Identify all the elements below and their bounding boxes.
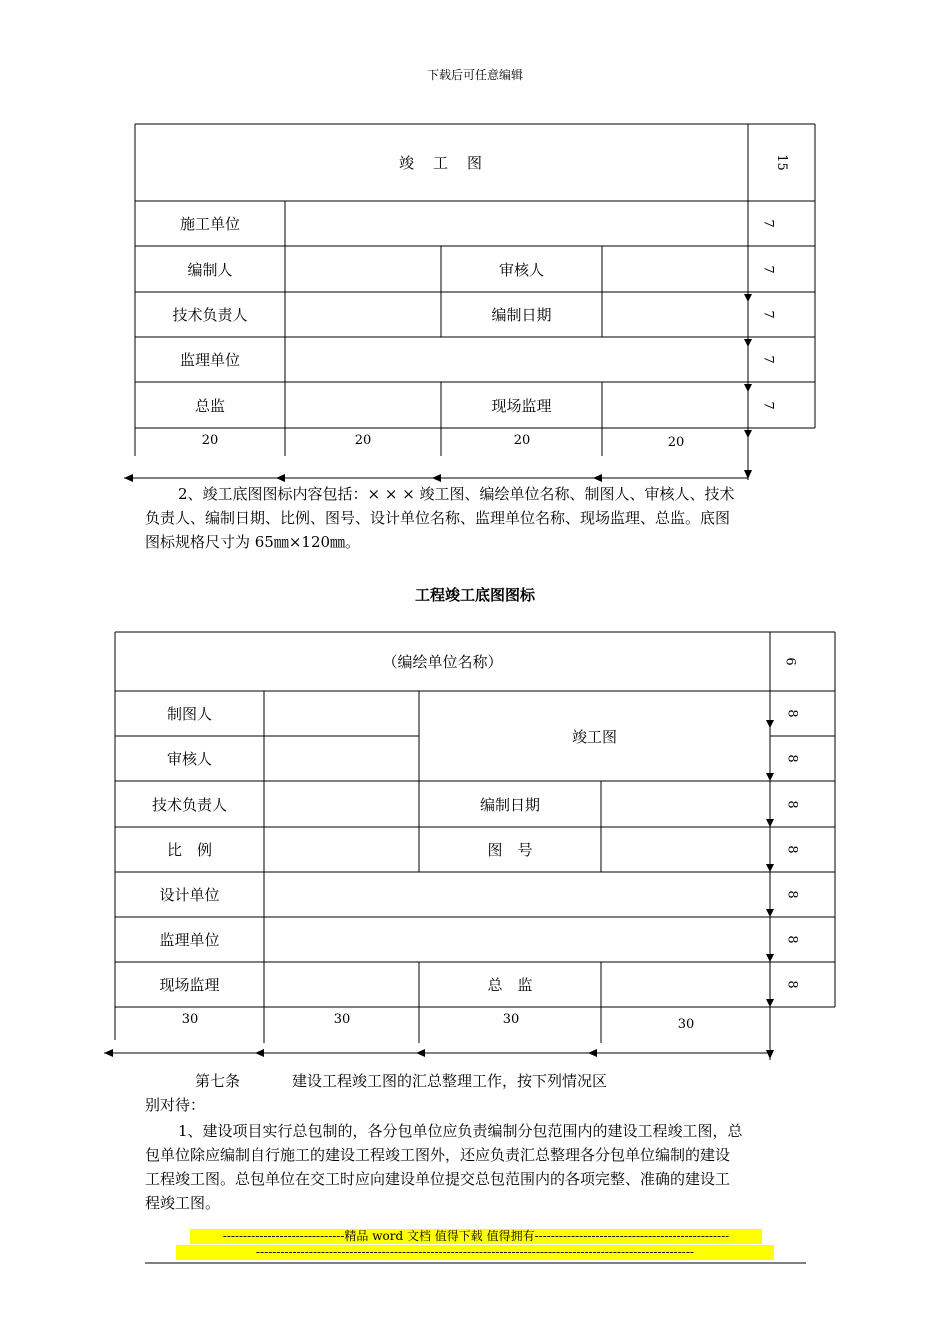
t2-label-reviewer: 审核人 — [166, 750, 212, 768]
t1-row-height: 7 — [760, 219, 776, 228]
para2-line3: 工程竣工图。总包单位在交工时应向建设单位提交总包范围内的各项完整、准确的建设工 — [145, 1170, 731, 1188]
footer-banner: ------------------------------精品 word 文档 值得下载 值得拥有------------------------------------------------ — [190, 1229, 762, 1244]
t1-row-height: 7 — [760, 355, 776, 364]
t1-col-width: 20 — [354, 433, 372, 448]
t1-label-supervision-unit: 监理单位 — [179, 351, 240, 369]
t2-label-chief-supervisor: 总 监 — [487, 976, 533, 994]
t2-label-scale: 比 例 — [166, 841, 212, 859]
t2-merged-title: 竣工图 — [571, 727, 617, 746]
t1-label-tech-lead: 技术负责人 — [172, 306, 248, 324]
para2-line4: 程竣工图。 — [145, 1194, 221, 1212]
t2-row-height: 8 — [784, 890, 800, 899]
t1-row-height: 7 — [760, 310, 776, 319]
t1-col-width: 20 — [201, 433, 219, 448]
t1-col-width: 20 — [513, 433, 531, 448]
t2-row-height: 8 — [784, 799, 800, 809]
t1-row-height: 7 — [760, 264, 776, 274]
t1-label-construction-unit: 施工单位 — [179, 215, 240, 233]
t2-label-site-supervisor: 现场监理 — [159, 976, 220, 994]
page-header: 下载后可任意编辑 — [426, 68, 523, 82]
t2-row-height: 8 — [784, 754, 800, 763]
t2-label-design-unit: 设计单位 — [159, 886, 220, 904]
t2-col-width: 30 — [677, 1017, 695, 1032]
t2-row-height: 8 — [784, 845, 800, 854]
t1-label-compiler: 编制人 — [187, 260, 233, 279]
article-continuation: 别对待： — [145, 1096, 206, 1114]
t2-label-date: 编制日期 — [479, 795, 540, 814]
t2-label-tech-lead: 技术负责人 — [151, 795, 227, 814]
t1-label-chief-supervisor: 总监 — [194, 396, 225, 415]
t2-row-height: 8 — [784, 709, 800, 718]
t2-title: （编绘单位名称） — [382, 653, 503, 671]
para2-line1: 1、建设项目实行总包制的，各分包单位应负责编制分包范围内的建设工程竣工图，总 — [178, 1122, 743, 1140]
t2-row-height: 8 — [784, 935, 800, 944]
t2-title-height: 6 — [782, 657, 798, 666]
table1-title-height: 15 — [773, 154, 789, 171]
t1-label-date: 编制日期 — [491, 306, 552, 324]
t1-label-site-supervisor: 现场监理 — [491, 396, 552, 415]
footer-dashes: ------------------------------------------------------------------------------------------------------------ — [176, 1245, 774, 1260]
t1-label-reviewer: 审核人 — [498, 260, 544, 279]
table1-title: 竣 工 图 — [398, 154, 484, 172]
para1-line3: 图标规格尺寸为 65㎜×120㎜。 — [145, 533, 361, 551]
t2-col-width: 30 — [181, 1012, 199, 1027]
article-text: 建设工程竣工图的汇总整理工作，按下列情况区 — [292, 1072, 608, 1090]
t1-col-width: 20 — [667, 435, 685, 450]
t2-col-width: 30 — [502, 1012, 520, 1027]
t2-col-width: 30 — [333, 1012, 351, 1027]
t2-label-drafter: 制图人 — [166, 705, 212, 723]
t2-label-drawing-no: 图 号 — [487, 841, 533, 859]
t2-label-supervision-unit: 监理单位 — [159, 931, 220, 949]
t2-row-height: 8 — [784, 980, 800, 989]
para2-line2: 包单位除应编制自行施工的建设工程竣工图外，还应负责汇总整理各分包单位编制的建设 — [145, 1146, 731, 1164]
para1-line2: 负责人、编制日期、比例、图号、设计单位名称、监理单位名称、现场监理、总监。底图 — [145, 509, 731, 527]
para1-line1: 2、竣工底图图标内容包括：× × × 竣工图、编绘单位名称、制图人、审核人、技术 — [178, 485, 735, 503]
t1-row-height: 7 — [760, 400, 776, 410]
article-label: 第七条 — [195, 1072, 241, 1090]
section-heading: 工程竣工底图图标 — [414, 586, 535, 604]
